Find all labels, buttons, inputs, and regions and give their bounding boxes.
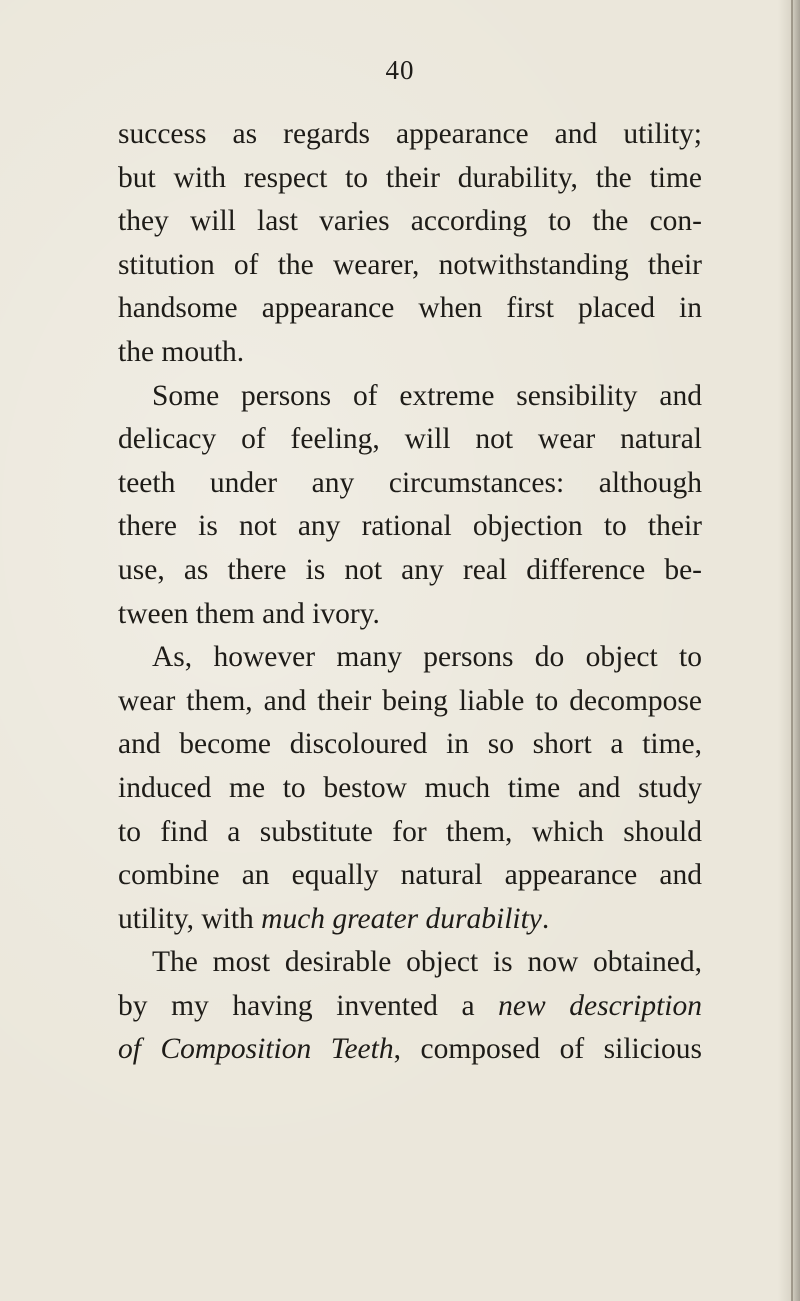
text-line: The most desirable object is now obtained, <box>152 946 702 979</box>
text-line: and become discoloured in so short a time, <box>118 728 702 761</box>
text-line: of Composition Teeth, composed of silicious <box>118 1033 703 1066</box>
page-number: 40 <box>385 55 415 85</box>
text-line: Some persons of extreme sensibility and <box>152 379 702 412</box>
text-line: there is not any rational objection to their <box>118 510 702 543</box>
text-line: induced me to bestow much time and study <box>118 771 702 804</box>
italic-phrase: of Composition Teeth <box>118 1033 394 1066</box>
text-line: teeth under any circumstances: although <box>118 466 702 499</box>
italic-phrase: much greater durability <box>261 902 542 935</box>
text-line: combine an equally natural appearance and <box>118 859 702 892</box>
text-line: handsome appearance when first placed in <box>118 292 702 325</box>
text-line: they will last varies according to the con- <box>118 205 702 238</box>
text-line: to find a substitute for them, which should <box>118 815 702 848</box>
text-line: use, as there is not any real difference be- <box>118 553 702 586</box>
text-line: but with respect to their durability, the time <box>118 161 702 194</box>
text-line: the mouth. <box>118 335 245 368</box>
text-line: stitution of the wearer, notwithstanding their <box>118 248 702 281</box>
body-text <box>118 113 702 1072</box>
text-line: As, however many persons do object to <box>152 641 702 674</box>
text-line: wear them, and their being liable to decompose <box>118 684 702 717</box>
text-line: delicacy of feeling, will not wear natural <box>118 423 702 456</box>
text-line: tween them and ivory. <box>118 597 380 630</box>
text-line: by my having invented a new description <box>118 989 702 1022</box>
page-edge-line <box>791 0 793 1301</box>
text-line: success as regards appearance and utility; <box>118 118 702 150</box>
text-line: utility, with much greater durability. <box>118 902 550 935</box>
italic-phrase: new description <box>498 989 702 1022</box>
page-edge-shadow <box>778 0 800 1301</box>
